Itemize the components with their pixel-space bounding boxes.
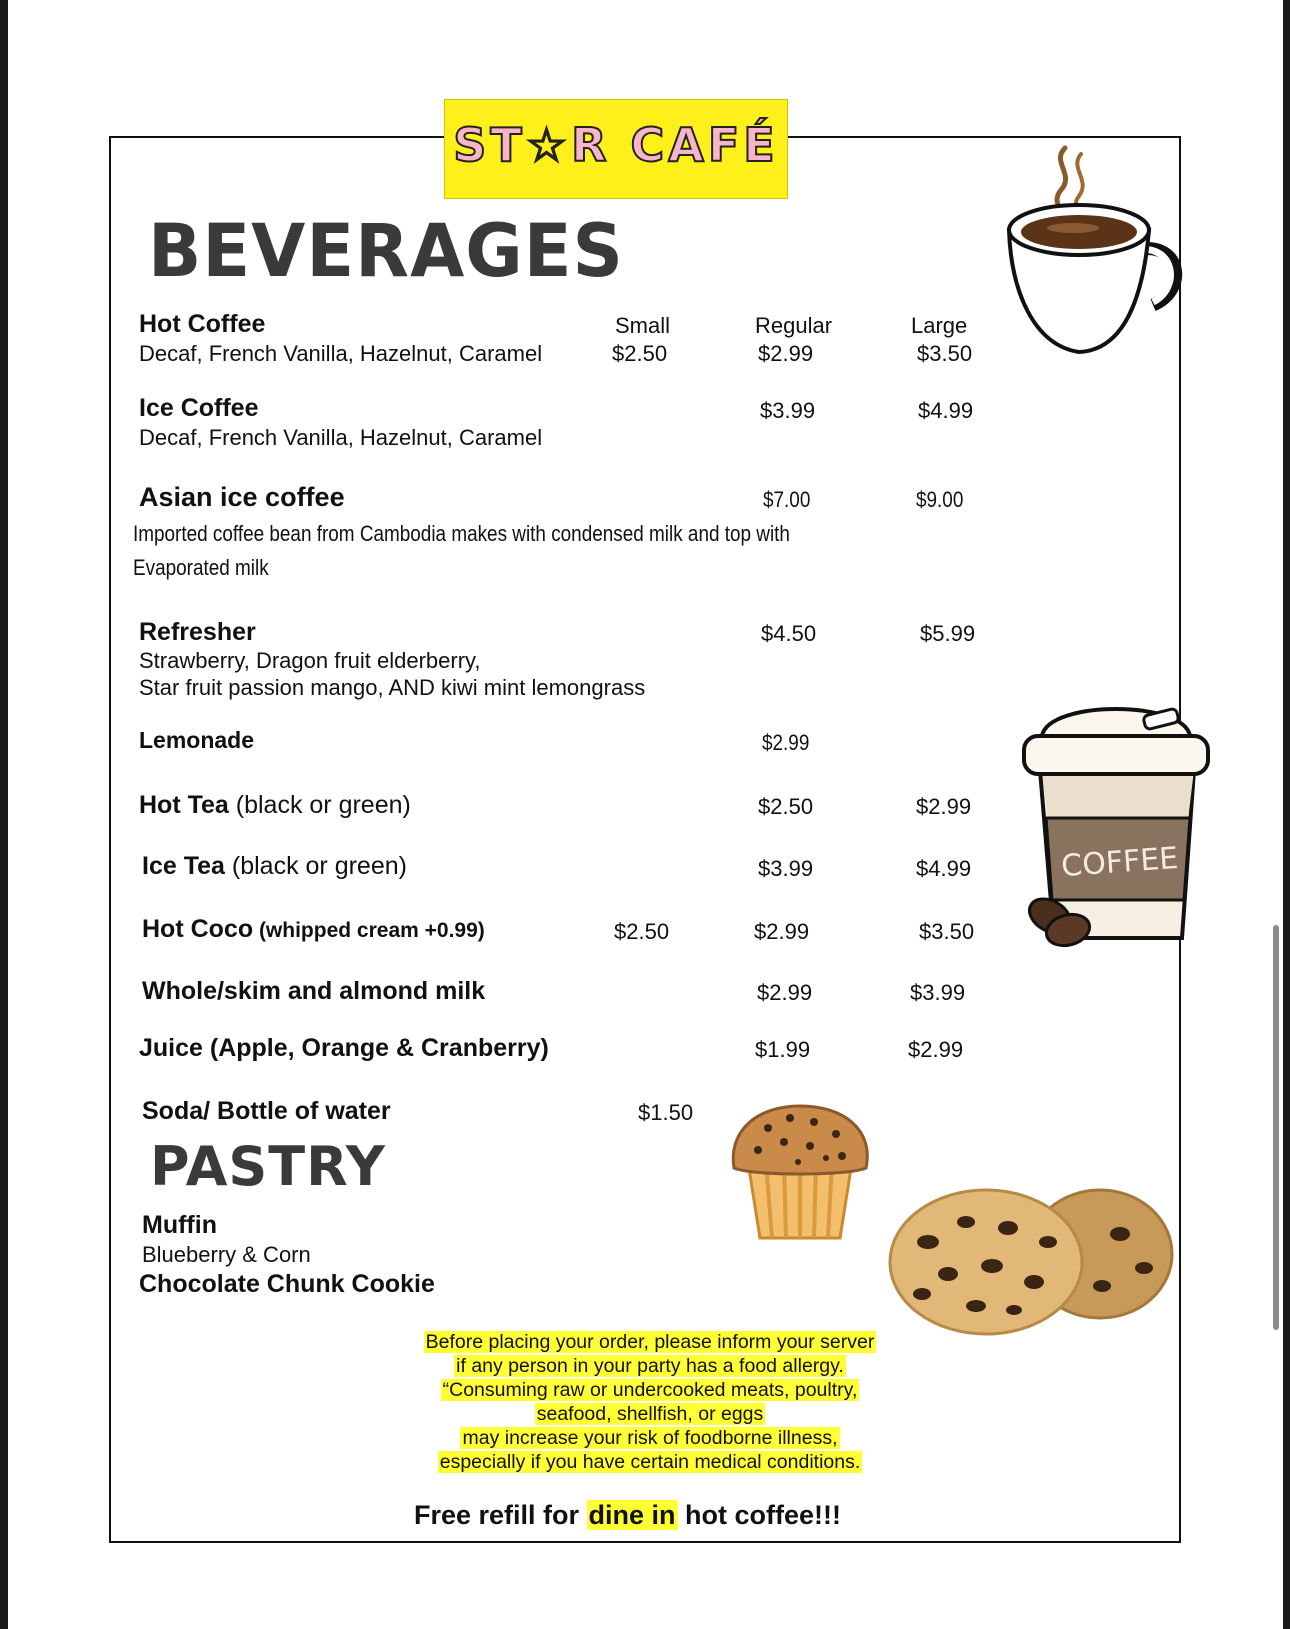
notice-line-4: seafood, shellfish, or eggs (536, 1403, 764, 1425)
notice-line-2: if any person in your party has a food allergy. (456, 1355, 844, 1377)
ice-tea-large-price: $4.99 (916, 856, 972, 881)
size-header-large: Large (911, 313, 968, 338)
juice-regular-price: $1.99 (755, 1037, 811, 1062)
lemonade-name: Lemonade (139, 727, 255, 753)
size-header-small: Small (615, 313, 671, 338)
asian-ice-coffee-desc-line1: Imported coffee bean from Cambodia makes with condensed milk and top with (133, 521, 790, 546)
ice-coffee-name: Ice Coffee (139, 394, 259, 422)
ice-tea-row (142, 852, 407, 881)
star-icon: ☆ (525, 118, 572, 172)
hot-coco-regular-price: $2.99 (754, 919, 810, 944)
ice-coffee-large-price: $4.99 (918, 398, 974, 423)
juice-large-price: $2.99 (908, 1037, 964, 1062)
pastry-heading: PASTRY (150, 1135, 386, 1198)
refresher-regular-price: $4.50 (761, 621, 817, 646)
refill-before: Free refill for (414, 1500, 587, 1530)
ice-tea-regular-price: $3.99 (758, 856, 814, 881)
allergy-notice (380, 1330, 920, 1474)
hot-tea-note: (black or green) (228, 791, 411, 819)
notice-line-1: Before placing your order, please inform your server (425, 1331, 875, 1353)
cup-label: COFFEE (1060, 840, 1180, 885)
asian-ice-coffee-desc-line2: Evaporated milk (133, 555, 269, 580)
cafe-title (445, 118, 787, 172)
window-edge-left (0, 0, 8, 1629)
soda-name: Soda/ Bottle of water (142, 1097, 391, 1125)
milk-name: Whole/skim and almond milk (142, 977, 486, 1005)
hot-coco-note: (whipped cream +0.99) (253, 919, 485, 942)
juice-name: Juice (Apple, Orange & Cranberry) (139, 1034, 549, 1062)
free-refill-note (414, 1500, 841, 1531)
hot-coco-small-price: $2.50 (614, 919, 670, 944)
hot-coco-large-price: $3.50 (919, 919, 975, 944)
window-edge-right (1283, 0, 1290, 1629)
beverages-heading: BEVERAGES (148, 207, 624, 295)
hot-coffee-name: Hot Coffee (139, 310, 266, 338)
coffee-mug-icon (1003, 140, 1188, 365)
cookie-icon (888, 1182, 1180, 1336)
hot-coffee-regular-price: $2.99 (758, 341, 814, 366)
size-header-regular: Regular (755, 313, 833, 338)
muffin-icon (728, 1100, 873, 1245)
hot-coco-name: Hot Coco (142, 915, 254, 943)
refresher-large-price: $5.99 (920, 621, 976, 646)
notice-line-6: especially if you have certain medical conditions. (439, 1451, 861, 1473)
cafe-banner (444, 99, 788, 199)
cafe-title-left: ST (453, 118, 526, 172)
milk-large-price: $3.99 (910, 980, 966, 1005)
refill-after: hot coffee!!! (677, 1500, 842, 1530)
hot-coffee-large-price: $3.50 (917, 341, 973, 366)
ice-coffee-desc: Decaf, French Vanilla, Hazelnut, Caramel (139, 425, 543, 450)
coffee-cup-icon (1018, 690, 1214, 950)
hot-coco-row (142, 915, 485, 944)
soda-price: $1.50 (638, 1100, 694, 1125)
muffin-desc: Blueberry & Corn (142, 1242, 311, 1267)
hot-tea-row (139, 791, 411, 820)
refresher-name: Refresher (139, 618, 256, 646)
refresher-desc-line2: Star fruit passion mango, AND kiwi mint lemongrass (139, 675, 646, 700)
asian-ice-coffee-name: Asian ice coffee (139, 482, 345, 512)
muffin-name: Muffin (142, 1211, 217, 1239)
cookie-name: Chocolate Chunk Cookie (139, 1270, 435, 1298)
scrollbar-thumb[interactable] (1273, 925, 1279, 1330)
hot-tea-large-price: $2.99 (916, 794, 972, 819)
ice-tea-note: (black or green) (224, 852, 407, 880)
hot-coffee-small-price: $2.50 (612, 341, 668, 366)
notice-line-3: “Consuming raw or undercooked meats, poultry, (442, 1379, 858, 1401)
asian-ice-coffee-large-price: $9.00 (916, 487, 964, 512)
refresher-desc-line1: Strawberry, Dragon fruit elderberry, (139, 648, 481, 673)
hot-tea-name: Hot Tea (139, 791, 229, 819)
refill-highlight: dine in (588, 1500, 676, 1530)
milk-regular-price: $2.99 (757, 980, 813, 1005)
cafe-title-right: R CAFÉ (571, 118, 779, 172)
lemonade-regular-price: $2.99 (762, 730, 810, 755)
asian-ice-coffee-regular-price: $7.00 (763, 487, 811, 512)
hot-tea-regular-price: $2.50 (758, 794, 814, 819)
notice-line-5: may increase your risk of foodborne illness, (462, 1427, 838, 1449)
ice-coffee-regular-price: $3.99 (760, 398, 816, 423)
ice-tea-name: Ice Tea (142, 852, 225, 880)
hot-coffee-desc: Decaf, French Vanilla, Hazelnut, Caramel (139, 341, 543, 366)
